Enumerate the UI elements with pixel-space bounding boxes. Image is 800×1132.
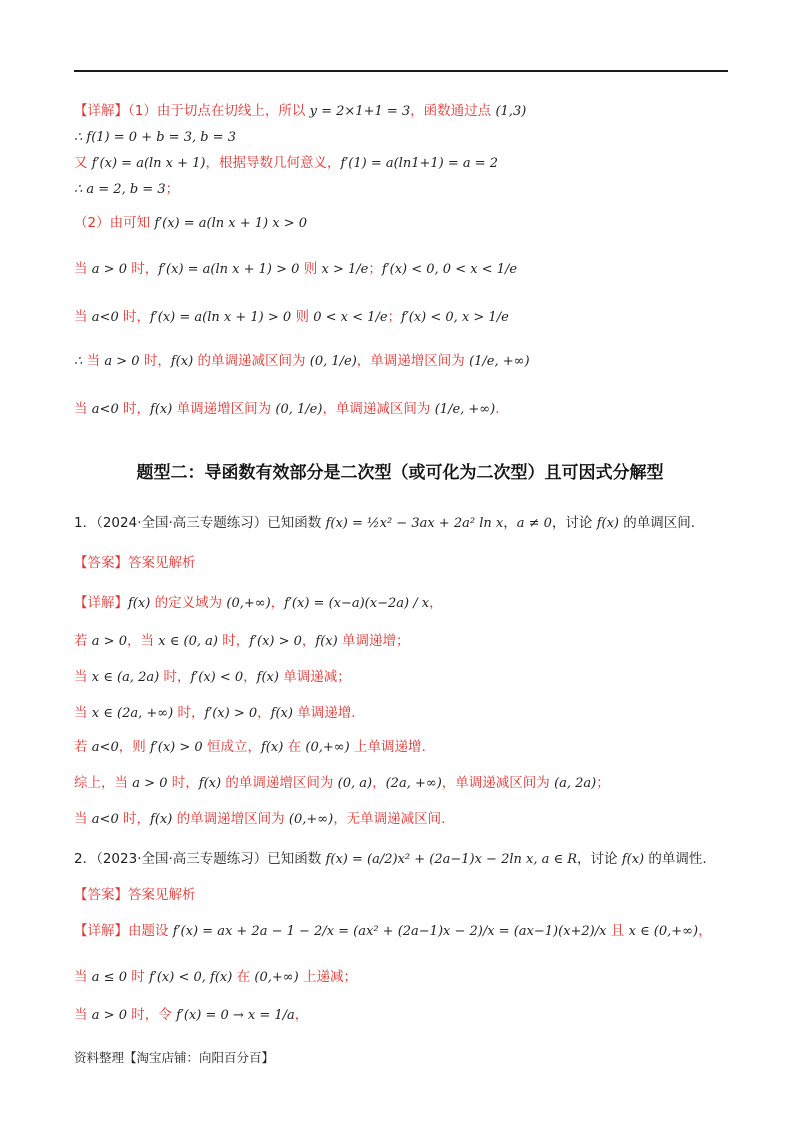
text-run: ， [429,595,443,611]
text-run: 【答案】答案见解析 [74,887,196,903]
math-expression: f′(x) > 0 [249,634,302,649]
text-run: 时， [139,353,171,369]
text-line [74,552,734,574]
text-line [74,398,734,421]
text-run: 时， [118,811,151,827]
text-run: 又 [74,155,92,171]
text-run: 时， [173,705,205,721]
text-line [74,126,734,149]
math-expression: f′(x) < 0 [190,670,244,685]
math-expression: (0, a) [337,776,373,791]
math-expression: (0,+∞) [226,596,271,611]
text-line [74,258,734,281]
text-run: ，无单调递减区间. [333,811,446,827]
text-line [74,702,734,725]
math-expression: a<0 [91,310,119,325]
math-expression: x ∈ (0, a) [158,634,218,649]
text-run: ，讨论 [577,851,622,867]
text-line [74,884,734,906]
text-run: ； [165,181,180,197]
text-run: 的定义域为 [150,595,227,611]
text-run: 时 [126,969,150,985]
math-expression: a > 0 [91,634,127,649]
text-run: ，单调递增区间为 [356,353,470,369]
text-run: 时， [118,401,151,417]
math-expression: ∴ f(1) = 0 + b = 3, b = 3 [74,130,236,145]
math-expression: (1/e, +∞) [469,354,530,369]
text-run: 当 [74,969,92,985]
text-run: 综上，当 [74,775,133,791]
text-line [74,100,734,123]
text-line [74,966,734,989]
math-expression: f′(x) = 0 → x = 1/a [176,1008,295,1023]
text-run: ，当 [126,633,159,649]
math-expression: (0,+∞) [305,740,350,755]
text-run: ， [698,923,712,939]
math-expression: a<0 [91,402,119,417]
math-expression: y = 2×1+1 = 3 [309,104,411,119]
text-run: ，讨论 [551,515,597,531]
text-run: ， [372,775,386,791]
text-line [74,1004,734,1027]
text-run: 当 [74,309,92,325]
math-expression: f′(x) > 0 [204,706,258,721]
math-expression: a ≤ 0 [91,970,127,985]
text-run: 的单调递增区间为 [221,775,338,791]
text-run: 【详解】（1）由于切点在切线上，所以 [74,103,310,119]
math-expression: x ∈ (a, 2a) [91,670,160,685]
math-expression: (2a, +∞) [385,776,442,791]
text-run: ，则 [118,739,151,755]
math-expression: a<0 [91,812,119,827]
text-run: 时， [167,775,199,791]
math-expression: x ∈ (0,+∞) [628,924,699,939]
text-run: ，函数通过点 [410,103,496,119]
text-run: ， [243,669,257,685]
text-line [74,666,734,689]
text-run: 单调递增； [337,633,410,649]
math-expression: (a, 2a) [554,776,597,791]
text-run: . [495,401,500,417]
text-run: 的单调递增区间为 [172,811,289,827]
math-expression: (1,3) [495,104,527,119]
text-line [74,808,734,831]
text-run: ， [294,1007,309,1023]
text-line [74,592,734,615]
math-expression: a > 0 [132,776,168,791]
math-expression: f′(1) = a(ln1+1) = a = 2 [340,156,499,171]
text-run: ， [270,595,285,611]
text-run: 若 [74,739,92,755]
math-expression: f′(x) = a(ln x + 1) > 0 [150,310,292,325]
math-expression: f′(x) = a(ln x + 1) > 0 [158,262,300,277]
math-expression: f(x) [128,596,151,611]
text-line [74,772,734,795]
math-expression: f′(x) = (x−a)(x−2a) / x [284,596,430,611]
math-expression: a<0 [91,740,119,755]
math-expression: f(x) = (a/2)x² + (2a−1)x − 2ln x, a ∈ R [325,852,578,867]
math-expression: f(x) [270,706,293,721]
math-expression: 0 < x < 1/e [313,310,388,325]
math-expression: x > 1/e [321,262,369,277]
text-line [74,350,734,373]
text-run: 在 [283,739,306,755]
text-run: 1．（2024·全国·高三专题练习）已知函数 [74,515,326,531]
text-run: 的单调递减区间为 [193,353,310,369]
text-run: ，根据导数几何意义， [205,155,341,171]
text-run: 上单调递增. [349,739,426,755]
math-expression: a > 0 [104,354,140,369]
text-line [74,212,734,235]
text-line [74,512,734,535]
math-expression: f(x) [315,634,338,649]
math-expression: a ≠ 0 [516,516,552,531]
text-run: 的单调性. [644,851,707,867]
text-run: 在 [232,969,255,985]
text-run: 时，令 [126,1007,177,1023]
math-expression: f(x) = ½x² − 3ax + 2a² ln x [325,516,504,531]
text-run: 单调递增. [292,705,356,721]
text-line [74,736,734,759]
math-expression: f(x) [621,852,645,867]
math-expression: (0, 1/e) [275,402,323,417]
text-run: 单调递减； [278,669,351,685]
text-run: 则 [299,261,322,277]
text-run: 当 [74,705,92,721]
section-heading: 题型二：导函数有效部分是二次型（或可化为二次型）且可因式分解型 [136,463,664,483]
text-run: 单调递增区间为 [172,401,276,417]
math-expression: f′(x) = a(ln x + 1) [91,156,206,171]
text-run: 当 [74,1007,92,1023]
text-run: ， [301,633,316,649]
text-line [74,306,734,329]
header-rule [74,70,728,72]
text-run: 且 [606,923,629,939]
text-run: 当 [74,669,92,685]
text-run: 当 [74,401,92,417]
text-run: ； [596,775,610,791]
math-expression: f′(x) < 0, x > 1/e [401,310,509,325]
math-expression: f(x) [260,740,284,755]
text-run: 当 [82,353,105,369]
page-footer: 资料整理【淘宝店铺：向阳百分百】 [74,1050,275,1065]
math-expression: (0, 1/e) [309,354,357,369]
text-line [74,178,734,201]
math-expression: f(x) [198,776,222,791]
text-run: 2．（2023·全国·高三专题练习）已知函数 [74,851,326,867]
math-expression: f′(x) = ax + 2a − 1 − 2/x = (ax² + (2a−1)x − 2)/x = (ax−1)(x+2)/x [172,924,607,939]
text-run: 时， [217,633,250,649]
math-expression: ∴ [74,354,83,369]
text-run: 上递减； [298,969,357,985]
text-line [74,848,734,871]
text-run: 恒成立， [202,739,261,755]
text-run: ，单调递减区间为 [441,775,555,791]
math-expression: f(x) [596,516,619,531]
text-run: 【详解】由题设 [74,923,173,939]
math-expression: a > 0 [91,262,127,277]
math-expression: f(x) [170,354,194,369]
text-run: （2）由可知 [74,215,155,231]
text-line [74,152,734,175]
text-run: 则 [291,309,314,325]
math-expression: ∴ a = 2, b = 3 [74,182,166,197]
text-run: 的单调区间. [618,515,696,531]
text-line [74,920,734,943]
text-run: ， [503,515,517,531]
text-line [74,630,734,653]
math-expression: f(x) [256,670,279,685]
text-run: 【答案】答案见解析 [74,555,196,571]
math-expression: a > 0 [91,1008,127,1023]
text-run: 时， [159,669,191,685]
math-expression: f′(x) < 0, 0 < x < 1/e [381,262,518,277]
math-expression: (0,+∞) [288,812,334,827]
text-run: 时， [118,309,151,325]
text-run: ， [257,705,271,721]
text-run: 若 [74,633,92,649]
text-run: 当 [74,261,92,277]
text-run: 当 [74,811,92,827]
text-run: 时， [126,261,159,277]
math-expression: f′(x) = a(ln x + 1) x > 0 [154,216,307,231]
text-run: ； [387,309,402,325]
text-run: ； [368,261,382,277]
math-expression: (1/e, +∞) [434,402,496,417]
math-expression: f(x) [150,812,173,827]
math-expression: f′(x) < 0, f(x) [149,970,233,985]
math-expression: f(x) [150,402,173,417]
text-run: ，单调递减区间为 [322,401,435,417]
text-run: 【详解】 [74,595,128,611]
math-expression: x ∈ (2a, +∞) [91,706,174,721]
math-expression: (0,+∞) [254,970,299,985]
math-expression: f′(x) > 0 [150,740,203,755]
